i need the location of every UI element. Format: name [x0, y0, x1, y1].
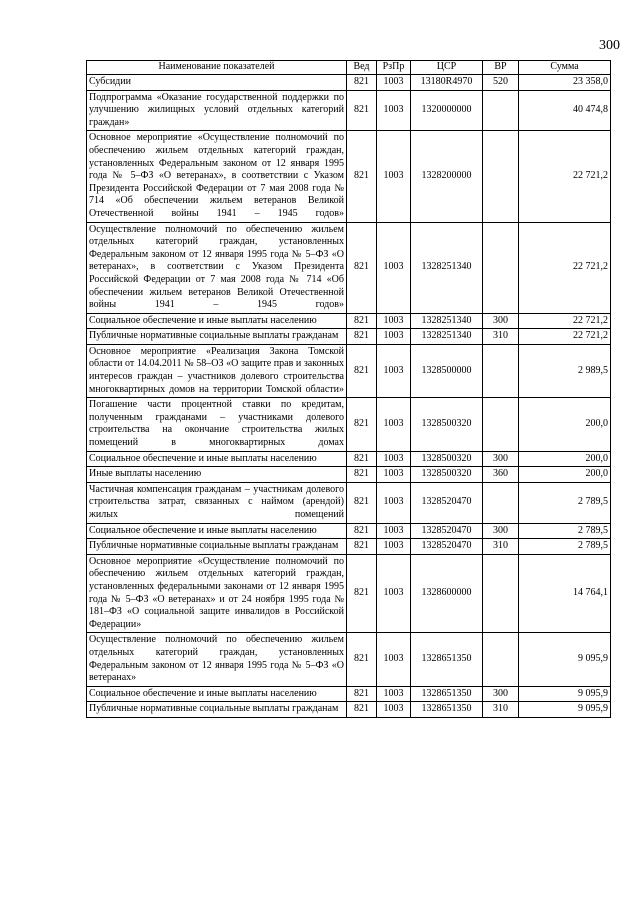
row-vr: 310	[483, 329, 519, 345]
row-sum: 9 095,9	[519, 686, 611, 702]
row-rzpr: 1003	[377, 398, 411, 451]
row-name: Осуществление полномочий по обеспечению жильем отдельных категорий граждан, установленных Федеральным законом от 12 января 1995 года № 5–ФЗ «О ветеранах»	[87, 633, 347, 686]
row-csr: 1328651350	[411, 686, 483, 702]
row-sum: 200,0	[519, 398, 611, 451]
row-sum: 22 721,2	[519, 313, 611, 329]
row-rzpr: 1003	[377, 554, 411, 633]
row-csr: 1328520470	[411, 523, 483, 539]
row-ved: 821	[347, 686, 377, 702]
table-row	[87, 451, 611, 467]
row-name: Погашение части процентной ставки по кредитам, полученным гражданами – участниками долевого строительства на окончание строительства жилых помещений в многоквартирных домах	[87, 398, 347, 451]
header-sum: Сумма	[519, 61, 611, 75]
table-row	[87, 482, 611, 523]
row-ved: 821	[347, 451, 377, 467]
row-name: Социальное обеспечение и иные выплаты населению	[87, 313, 347, 329]
row-rzpr: 1003	[377, 633, 411, 686]
row-csr: 1328500000	[411, 344, 483, 397]
row-ved: 821	[347, 90, 377, 131]
header-name: Наименование показателей	[87, 61, 347, 75]
table-row	[87, 467, 611, 483]
row-name: Публичные нормативные социальные выплаты гражданам	[87, 329, 347, 345]
table-row	[87, 554, 611, 633]
row-vr: 360	[483, 467, 519, 483]
row-sum: 200,0	[519, 451, 611, 467]
row-csr: 1328520470	[411, 482, 483, 523]
row-name: Основное мероприятие «Реализация Закона Томской области от 14.04.2011 № 58–ОЗ «О защите прав и законных интересов граждан – участников долевого строительства многоквартирных домов на территории Томской области»	[87, 344, 347, 397]
row-csr: 1328520470	[411, 539, 483, 555]
row-name: Подпрограмма «Оказание государственной поддержки по улучшению жилищных условий отдельных категорий граждан»	[87, 90, 347, 131]
row-ved: 821	[347, 554, 377, 633]
table-row	[87, 398, 611, 451]
row-sum: 40 474,8	[519, 90, 611, 131]
row-sum: 23 358,0	[519, 75, 611, 91]
table-row	[87, 222, 611, 313]
row-name: Социальное обеспечение и иные выплаты населению	[87, 523, 347, 539]
table-body	[87, 75, 611, 718]
row-ved: 821	[347, 344, 377, 397]
table-row	[87, 131, 611, 222]
header-ved: Вед	[347, 61, 377, 75]
row-vr	[483, 554, 519, 633]
row-name: Основное мероприятие «Осуществление полномочий по обеспечению жильем отдельных категорий граждан, установленных Федеральным законом от 12 января 1995 года № 5–ФЗ «О ветеранах», в соответствии с Указом Президента Российской Федерации от 7 мая 2008 года № 714 «Об обеспечении жильем ветеранов Великой Отечественной войны 1941 – 1945 годов»	[87, 131, 347, 222]
row-rzpr: 1003	[377, 131, 411, 222]
row-sum: 14 764,1	[519, 554, 611, 633]
row-vr	[483, 482, 519, 523]
row-rzpr: 1003	[377, 523, 411, 539]
row-csr: 1328200000	[411, 131, 483, 222]
table-row	[87, 702, 611, 718]
row-sum: 22 721,2	[519, 329, 611, 345]
row-csr: 1328651350	[411, 702, 483, 718]
row-vr: 310	[483, 539, 519, 555]
row-vr: 300	[483, 451, 519, 467]
header-csr: ЦСР	[411, 61, 483, 75]
row-vr: 300	[483, 686, 519, 702]
row-csr: 1328500320	[411, 451, 483, 467]
row-sum: 9 095,9	[519, 633, 611, 686]
row-name: Субсидии	[87, 75, 347, 91]
row-rzpr: 1003	[377, 90, 411, 131]
row-sum: 2 989,5	[519, 344, 611, 397]
row-csr: 1328500320	[411, 467, 483, 483]
row-vr: 300	[483, 523, 519, 539]
row-ved: 821	[347, 633, 377, 686]
row-name: Осуществление полномочий по обеспечению жильем отдельных категорий граждан, установленных Федеральным законом от 12 января 1995 года № 5–ФЗ «О ветеранах», в соответствии с Указом Президента Российской Федерации от 7 мая 2008 года № 714 «Об обеспечении жильем ветеранов Великой Отечественной войны 1941 – 1945 годов»	[87, 222, 347, 313]
row-csr: 1328500320	[411, 398, 483, 451]
row-rzpr: 1003	[377, 702, 411, 718]
row-name: Публичные нормативные социальные выплаты гражданам	[87, 702, 347, 718]
table-row	[87, 539, 611, 555]
row-sum: 200,0	[519, 467, 611, 483]
row-ved: 821	[347, 75, 377, 91]
row-vr: 520	[483, 75, 519, 91]
page-number: 300	[599, 38, 620, 53]
row-rzpr: 1003	[377, 75, 411, 91]
row-ved: 821	[347, 222, 377, 313]
row-rzpr: 1003	[377, 482, 411, 523]
table-row	[87, 90, 611, 131]
row-csr: 1328251340	[411, 313, 483, 329]
table-header-row	[87, 61, 611, 75]
header-vr: ВР	[483, 61, 519, 75]
row-csr: 1328251340	[411, 222, 483, 313]
row-vr	[483, 131, 519, 222]
table-row	[87, 329, 611, 345]
row-ved: 821	[347, 702, 377, 718]
row-ved: 821	[347, 329, 377, 345]
row-ved: 821	[347, 131, 377, 222]
row-sum: 22 721,2	[519, 131, 611, 222]
row-sum: 2 789,5	[519, 539, 611, 555]
row-name: Социальное обеспечение и иные выплаты населению	[87, 686, 347, 702]
row-rzpr: 1003	[377, 467, 411, 483]
header-rzpr: РзПр	[377, 61, 411, 75]
row-vr: 300	[483, 313, 519, 329]
table-row	[87, 633, 611, 686]
row-vr	[483, 633, 519, 686]
row-sum: 2 789,5	[519, 482, 611, 523]
table-row	[87, 75, 611, 91]
row-ved: 821	[347, 539, 377, 555]
table-row	[87, 344, 611, 397]
row-rzpr: 1003	[377, 686, 411, 702]
row-name: Иные выплаты населению	[87, 467, 347, 483]
row-rzpr: 1003	[377, 313, 411, 329]
row-vr	[483, 344, 519, 397]
row-rzpr: 1003	[377, 329, 411, 345]
row-name: Частичная компенсация гражданам – участникам долевого строительства затрат, связанных с наймом (арендой) жилых помещений	[87, 482, 347, 523]
row-ved: 821	[347, 313, 377, 329]
row-name: Публичные нормативные социальные выплаты гражданам	[87, 539, 347, 555]
budget-table	[86, 60, 611, 718]
row-vr	[483, 90, 519, 131]
table-row	[87, 313, 611, 329]
row-csr: 1328251340	[411, 329, 483, 345]
row-vr	[483, 398, 519, 451]
row-rzpr: 1003	[377, 344, 411, 397]
row-name: Основное мероприятие «Осуществление полномочий по обеспечению жильем отдельных категорий граждан, установленных федеральными законами от 12 января 1995 года № 5–ФЗ «О ветеранах» и от 24 ноября 1995 года № 181–ФЗ «О социальной защите инвалидов в Российской Федерации»	[87, 554, 347, 633]
row-rzpr: 1003	[377, 451, 411, 467]
row-csr: 1328600000	[411, 554, 483, 633]
row-vr	[483, 222, 519, 313]
row-ved: 821	[347, 523, 377, 539]
row-sum: 2 789,5	[519, 523, 611, 539]
row-ved: 821	[347, 482, 377, 523]
row-rzpr: 1003	[377, 222, 411, 313]
row-ved: 821	[347, 398, 377, 451]
row-sum: 22 721,2	[519, 222, 611, 313]
row-csr: 13180R4970	[411, 75, 483, 91]
table-row	[87, 686, 611, 702]
row-vr: 310	[483, 702, 519, 718]
table-row	[87, 523, 611, 539]
row-csr: 1320000000	[411, 90, 483, 131]
row-rzpr: 1003	[377, 539, 411, 555]
row-ved: 821	[347, 467, 377, 483]
row-csr: 1328651350	[411, 633, 483, 686]
row-sum: 9 095,9	[519, 702, 611, 718]
row-name: Социальное обеспечение и иные выплаты населению	[87, 451, 347, 467]
